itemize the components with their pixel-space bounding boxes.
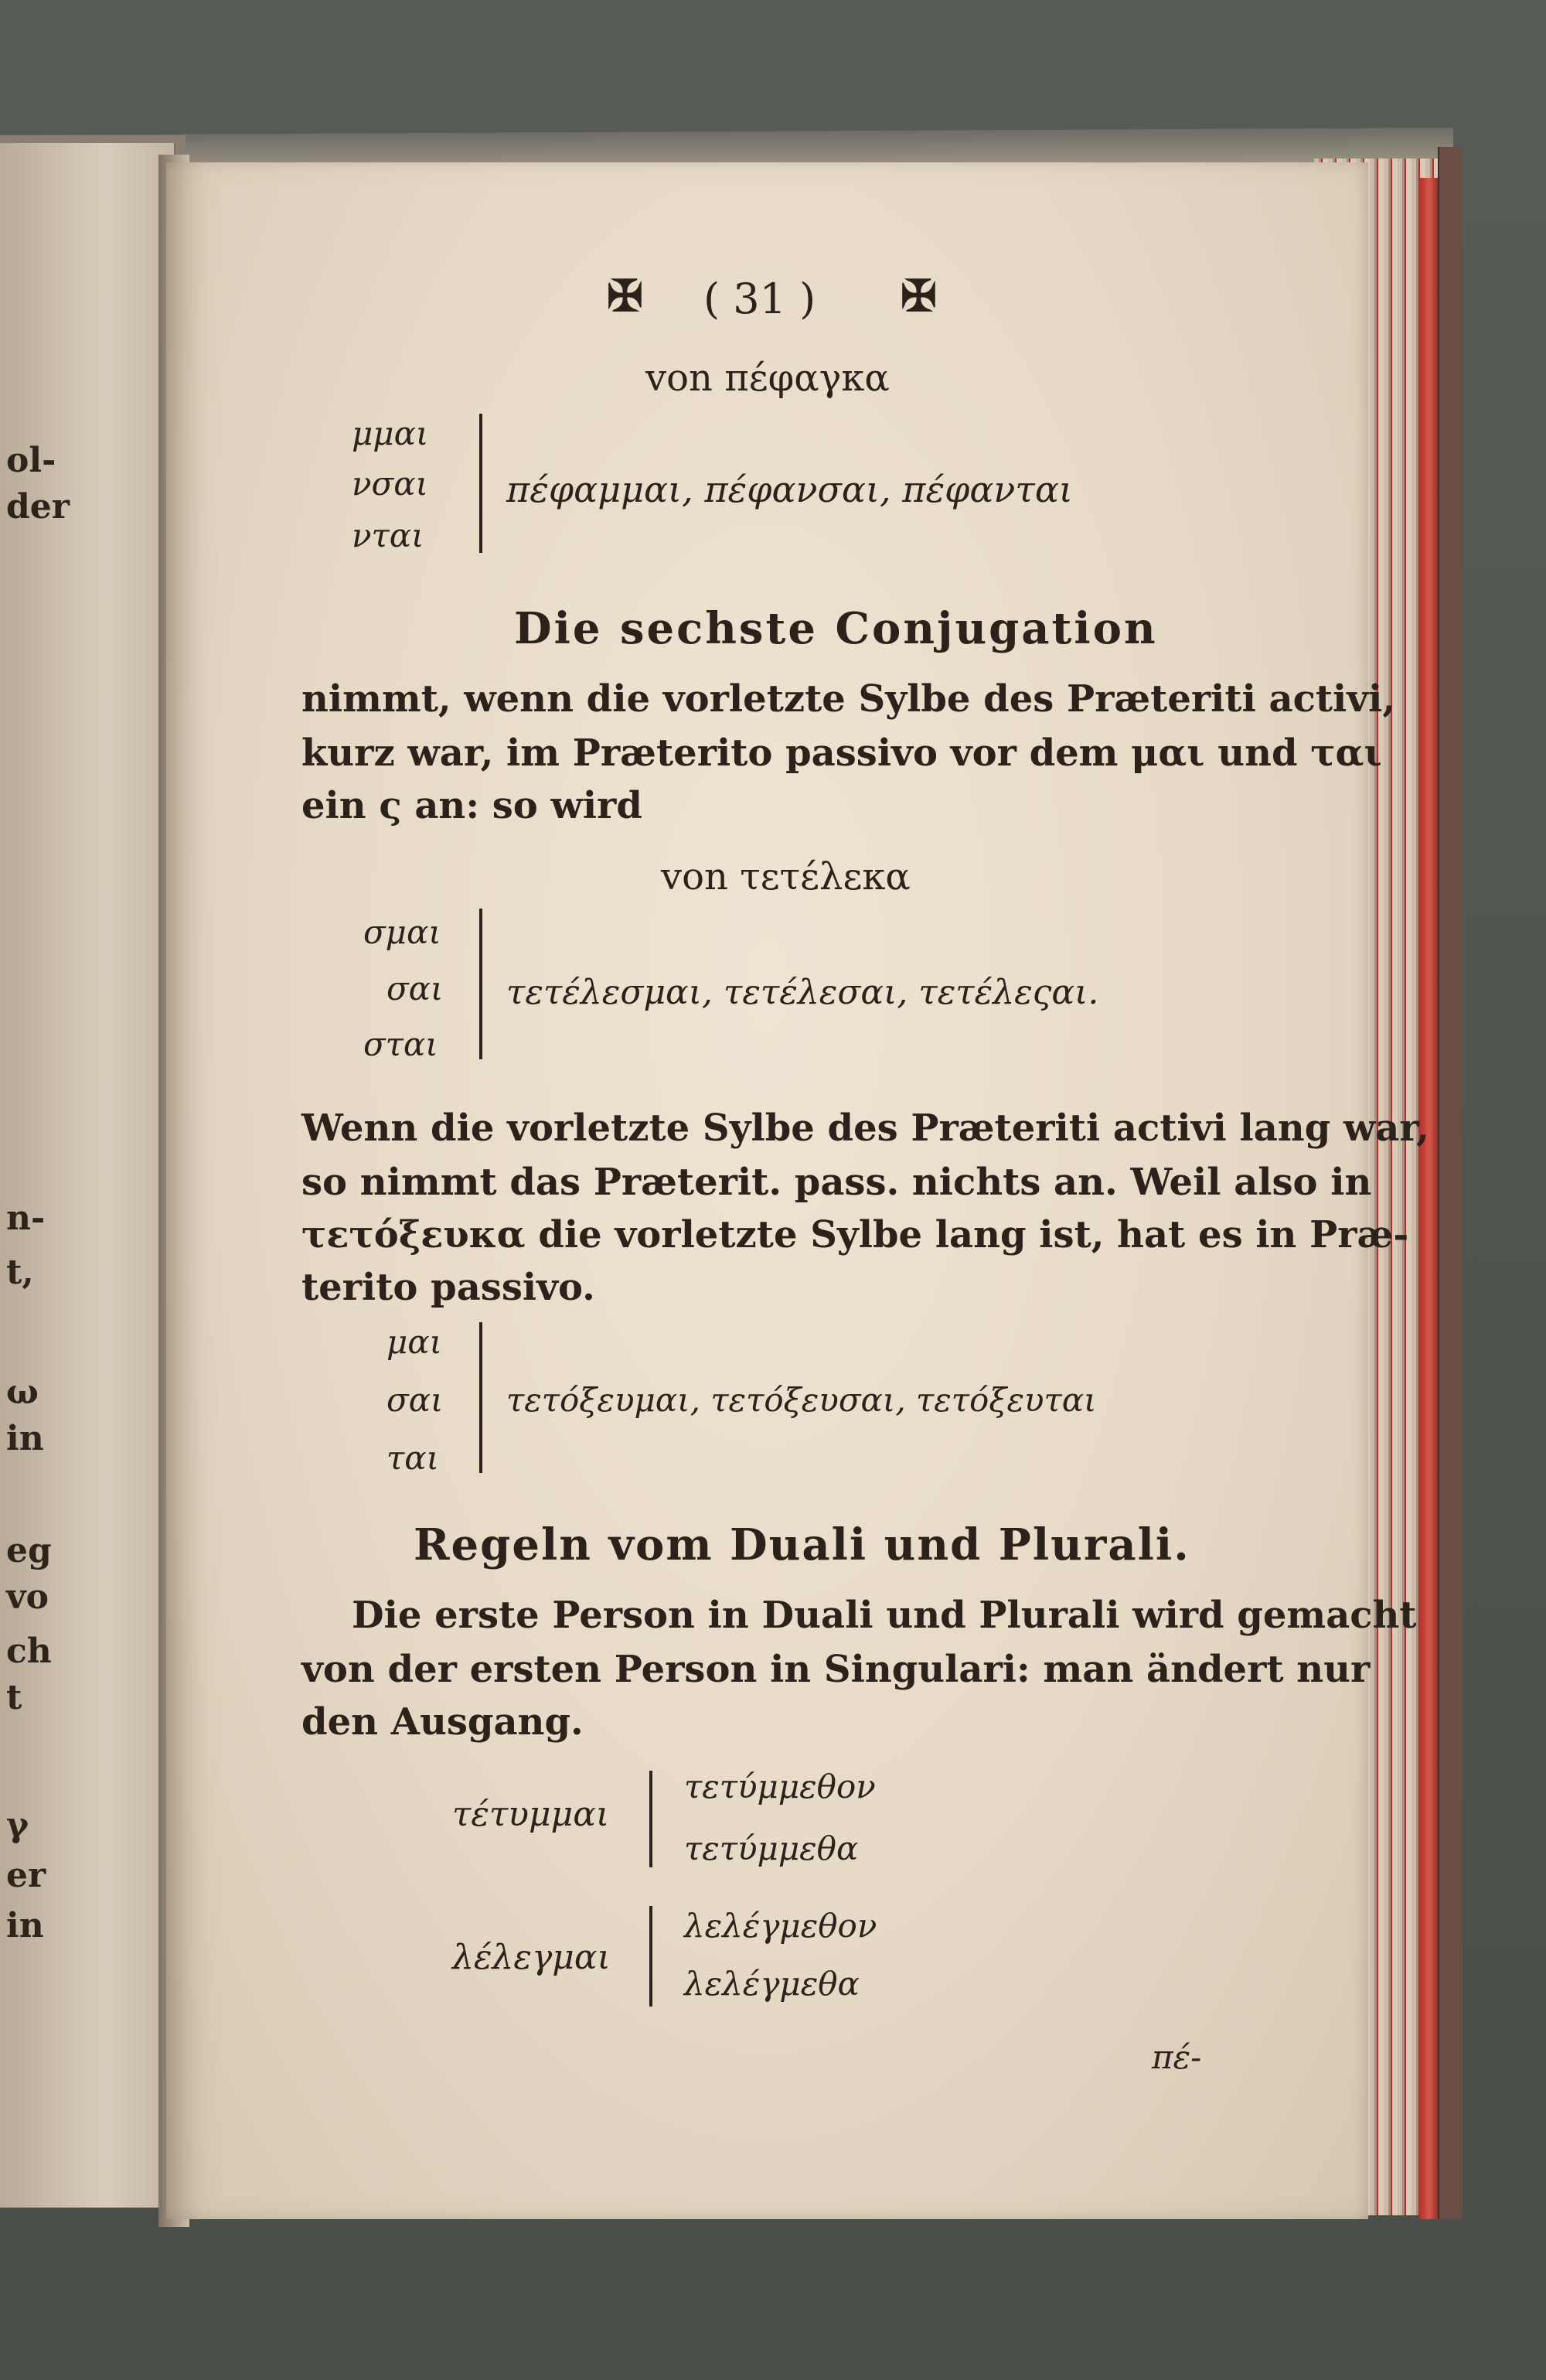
result-forms: πέφαμμαι, πέφανσαι, πέφανται bbox=[506, 469, 1073, 510]
from-line: von τετέλεκα bbox=[661, 855, 911, 898]
paragraph-line: Wenn die vorletzte Sylbe des Præteriti activi lang war, bbox=[301, 1106, 1429, 1150]
ending: σαι bbox=[386, 1381, 444, 1419]
left-margin-text: vo bbox=[6, 1577, 49, 1617]
left-margin-text: t, bbox=[6, 1253, 34, 1292]
ending: μμαι bbox=[352, 414, 429, 452]
ornament-right-icon: ✠ bbox=[901, 271, 937, 322]
left-margin-text: er bbox=[6, 1856, 46, 1895]
red-page-edge bbox=[1418, 178, 1440, 2219]
ending: σται bbox=[363, 1025, 438, 1063]
book-page bbox=[166, 162, 1429, 2219]
paragraph-line: kurz war, im Præterito passivo vor dem μαι und ται bbox=[301, 731, 1382, 775]
left-margin-text: ω bbox=[6, 1372, 39, 1412]
paragraph-line: Die erste Person in Duali und Plurali wird gemacht bbox=[352, 1594, 1417, 1637]
result-forms: τετέλεσμαι, τετέλεσαι, τετέλεςαι. bbox=[506, 973, 1099, 1012]
left-margin-text: n- bbox=[6, 1199, 46, 1238]
ornament-left-icon: ✠ bbox=[607, 271, 643, 322]
left-margin-text: t bbox=[6, 1678, 22, 1717]
ending: σαι bbox=[386, 970, 444, 1008]
paragraph-line: von der ersten Person in Singulari: man ändert nur bbox=[301, 1648, 1371, 1691]
brace-icon bbox=[649, 1906, 666, 2007]
example-form: τετύμμεθον bbox=[684, 1768, 876, 1805]
brace-icon bbox=[479, 909, 496, 1059]
left-margin-text: der bbox=[6, 487, 70, 527]
left-margin-text: γ bbox=[6, 1805, 29, 1845]
left-page bbox=[0, 143, 175, 2208]
brace-icon bbox=[479, 414, 496, 553]
ending: σμαι bbox=[363, 913, 441, 951]
paragraph-line: ein ς an: so wird bbox=[301, 784, 642, 827]
result-forms: τετόξευμαι, τετόξευσαι, τετόξευται bbox=[506, 1381, 1097, 1419]
paragraph-line: so nimmt das Præterit. pass. nichts an. Weil also in bbox=[301, 1161, 1372, 1204]
catchword: πέ- bbox=[1152, 2038, 1202, 2076]
brace-icon bbox=[479, 1322, 496, 1473]
example-word: τέτυμμαι bbox=[452, 1795, 610, 1834]
ending: μαι bbox=[386, 1323, 443, 1361]
example-form: λελέγμεθον bbox=[684, 1907, 877, 1945]
from-line: von πέφαγκα bbox=[645, 356, 890, 400]
left-margin-text: eg bbox=[6, 1531, 52, 1570]
paragraph-line: terito passivo. bbox=[301, 1266, 595, 1309]
left-margin-text: in bbox=[6, 1419, 44, 1458]
paragraph-line: τετόξευκα die vorletzte Sylbe lang ist, hat es in Præ- bbox=[301, 1213, 1409, 1256]
brace-icon bbox=[649, 1771, 666, 1867]
paragraph-line: nimmt, wenn die vorletzte Sylbe des Præteriti activi, bbox=[301, 677, 1396, 721]
paragraph-line: den Ausgang. bbox=[301, 1700, 584, 1744]
example-form: λελέγμεθα bbox=[684, 1965, 860, 2003]
left-margin-text: ch bbox=[6, 1632, 52, 1671]
section-heading: Die sechste Conjugation bbox=[514, 603, 1158, 654]
left-margin-text: in bbox=[6, 1906, 44, 1945]
ending: ται bbox=[386, 1439, 440, 1477]
book-cover-edge bbox=[1438, 147, 1463, 2219]
example-form: τετύμμεθα bbox=[684, 1829, 859, 1867]
section-heading: Regeln vom Duali und Plurali. bbox=[414, 1519, 1190, 1570]
page-number: ( 31 ) bbox=[703, 274, 816, 323]
ending: νσαι bbox=[352, 465, 429, 503]
left-margin-text: ol- bbox=[6, 441, 56, 480]
example-word: λέλεγμαι bbox=[452, 1938, 611, 1977]
ending: νται bbox=[352, 517, 424, 554]
